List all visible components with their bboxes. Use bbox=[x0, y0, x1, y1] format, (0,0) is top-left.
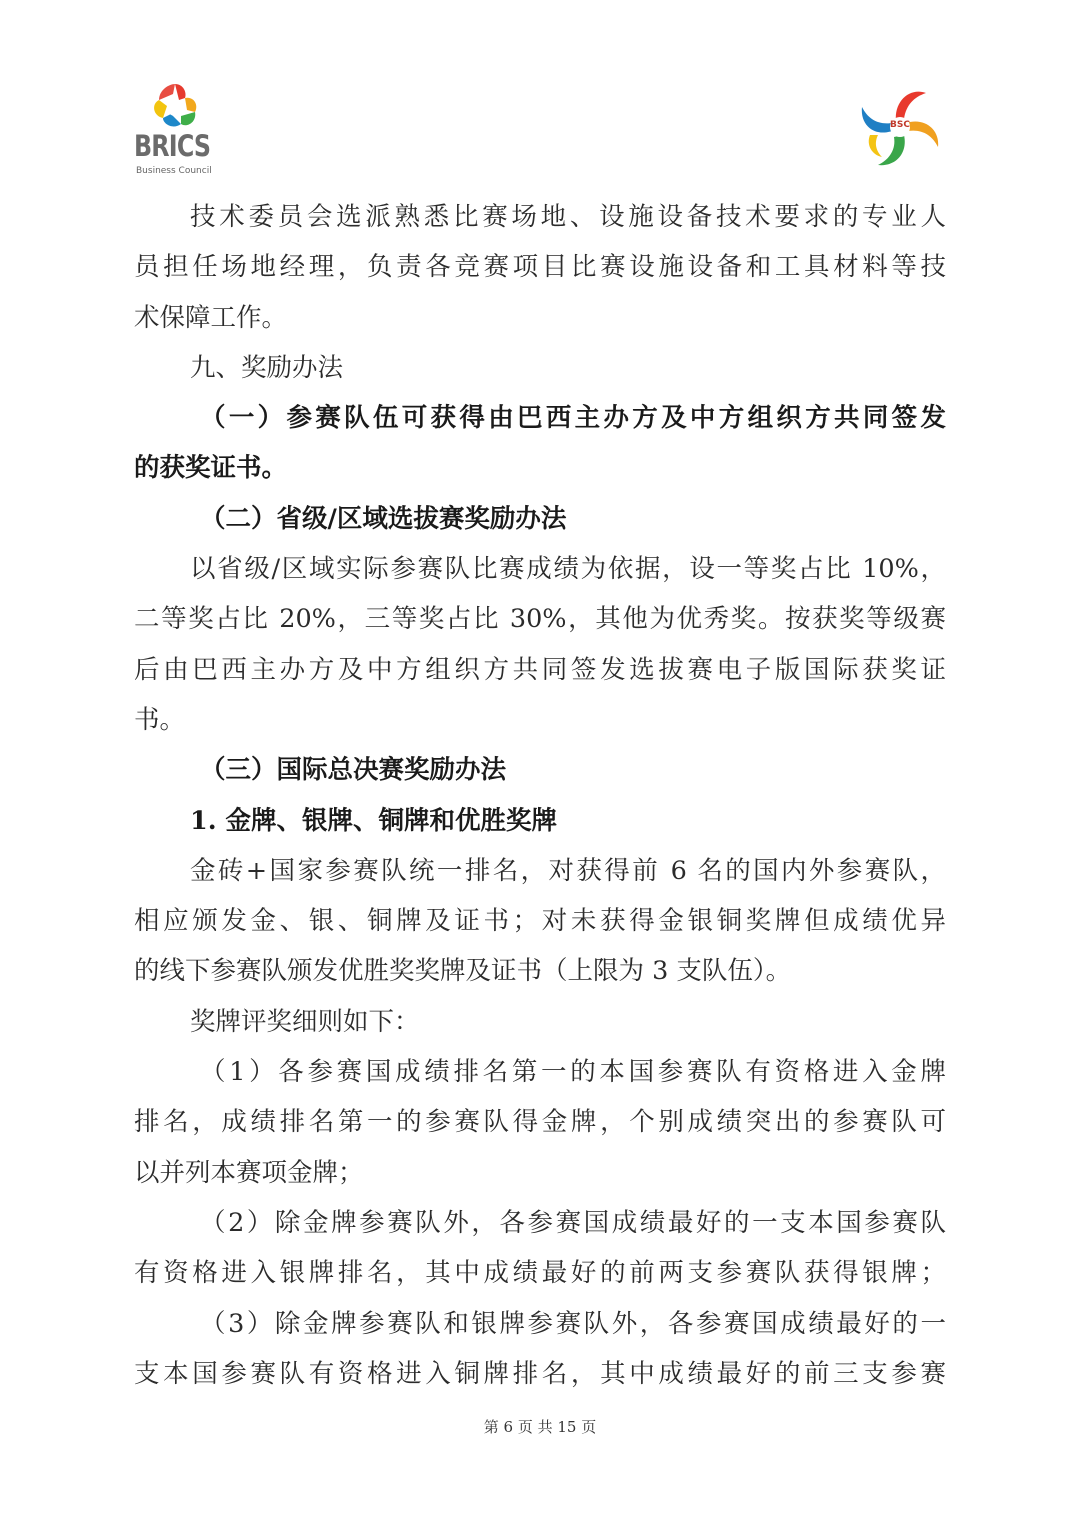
brics-star-icon bbox=[134, 80, 216, 132]
paragraph-line: 员担任场地经理，负责各竞赛项目比赛设施设备和工具材料等技 bbox=[134, 252, 946, 283]
paragraph-line: 二等奖占比 20%，三等奖占比 30%，其他为优秀奖。按获奖等级赛 bbox=[134, 604, 946, 635]
paragraph-line: 金砖+国家参赛队统一排名，对获得前 6 名的国内外参赛队， bbox=[190, 855, 946, 886]
brics-business-council-logo bbox=[134, 80, 216, 180]
paragraph-line: 相应颁发金、银、铜牌及证书；对未获得金银铜奖牌但成绩优异 bbox=[134, 906, 946, 937]
item-heading: 1. 金牌、银牌、铜牌和优胜奖牌 bbox=[190, 805, 557, 836]
paragraph-line: 后由巴西主办方及中方组织方共同签发选拔赛电子版国际获奖证 bbox=[134, 654, 946, 685]
brics-logo-subtitle: Business Council bbox=[136, 166, 212, 176]
paragraph-line: （1）各参赛国成绩排名第一的本国参赛队有资格进入金牌 bbox=[200, 1057, 946, 1088]
paragraph-line: 支本国参赛队有资格进入铜牌排名，其中成绩最好的前三支参赛 bbox=[134, 1358, 946, 1389]
paragraph-line: （3）除金牌参赛队和银牌参赛队外，各参赛国成绩最好的一 bbox=[200, 1308, 946, 1339]
subsection-heading: （一）参赛队伍可获得由巴西主办方及中方组织方共同签发 bbox=[200, 403, 946, 434]
paragraph-line: 奖牌评奖细则如下： bbox=[190, 1006, 420, 1037]
subsection-heading: （三）国际总决赛奖励办法 bbox=[200, 755, 507, 786]
paragraph-line: 排名，成绩排名第一的参赛队得金牌，个别成绩突出的参赛队可 bbox=[134, 1107, 946, 1138]
paragraph-line: 术保障工作。 bbox=[134, 302, 288, 333]
subsection-heading: 的获奖证书。 bbox=[134, 453, 288, 484]
paragraph-line: （2）除金牌参赛队外，各参赛国成绩最好的一支本国参赛队 bbox=[200, 1207, 946, 1238]
paragraph-line: 的线下参赛队颁发优胜奖奖牌及证书（上限为 3 支队伍）。 bbox=[134, 956, 792, 987]
page-number-footer: 第 6 页 共 15 页 bbox=[483, 1418, 597, 1436]
subsection-heading: （二）省级/区域选拔赛奖励办法 bbox=[200, 503, 567, 534]
document-body bbox=[134, 192, 946, 1399]
paragraph-line: 以并列本赛项金牌； bbox=[134, 1157, 364, 1188]
paragraph-line: 以省级/区域实际参赛队比赛成绩为依据，设一等奖占比 10%， bbox=[190, 554, 946, 585]
bsc-logo bbox=[854, 82, 946, 172]
paragraph-line: 有资格进入银牌排名，其中成绩最好的前两支参赛队获得银牌； bbox=[134, 1258, 946, 1289]
paragraph-line: 书。 bbox=[134, 704, 186, 735]
bsc-logo-text: BSC bbox=[890, 120, 910, 130]
paragraph-line: 技术委员会选派熟悉比赛场地、设施设备技术要求的专业人 bbox=[190, 202, 946, 232]
section-heading: 九、奖励办法 bbox=[190, 352, 344, 383]
brics-logo-word: BRICS bbox=[134, 129, 211, 163]
